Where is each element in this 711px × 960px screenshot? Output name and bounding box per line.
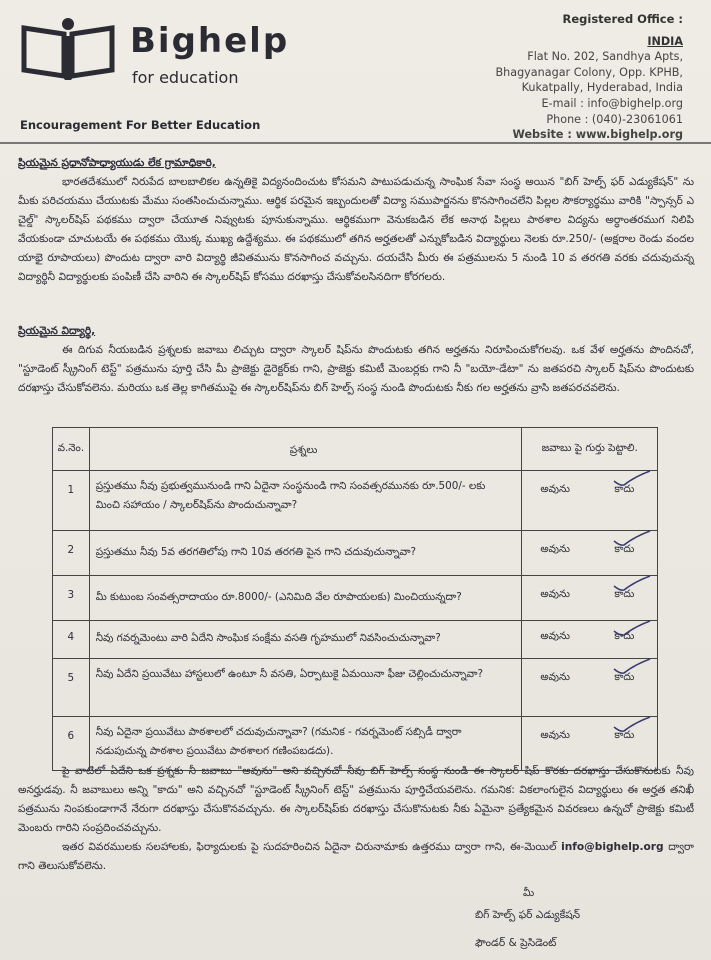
- checkmark-icon: [612, 619, 652, 637]
- address-line: Kukatpally, Hyderabad, India: [521, 81, 683, 95]
- row-serial: 5: [67, 672, 75, 684]
- closing-line: మీ: [523, 887, 535, 899]
- row-serial: 6: [67, 730, 75, 742]
- salutation-headmaster: ప్రియమైన ప్రధానోపాధ్యాయుడు లేక గ్రామాధికారి,: [18, 157, 216, 169]
- office-country: INDIA: [647, 34, 683, 48]
- checkmark-icon: [612, 469, 652, 487]
- signoff-block: [475, 882, 580, 954]
- header-questions: ప్రశ్నలు: [89, 428, 522, 471]
- registered-office-block: [423, 12, 683, 143]
- table-row: [53, 659, 658, 717]
- answer-no-option[interactable]: కాదు: [614, 588, 635, 600]
- checkmark-icon: [612, 657, 652, 675]
- answer-yes-option[interactable]: అవును: [540, 630, 570, 642]
- closing-title: ఫౌండర్ & ప్రెసిడెంట్: [475, 937, 557, 949]
- checkmark-icon: [612, 574, 652, 592]
- office-phone: Phone : (040)-23061061: [546, 112, 683, 126]
- contact-text-start: ఇతర వివరములకు సలహాలకు, ఫిర్యాదులకు పై సుదహరించిన ఏదైనా చిరునామాకు ఉత్తరము ద్వారా గాని, ఈ-మెయిల్: [62, 841, 562, 853]
- row-question: నీవు గవర్నమెంటు వారి ఏదేని సాంఘిక సంక్షేమ వసతి గృహములో నివసించుచున్నావా?: [89, 621, 522, 659]
- table-row: [53, 531, 658, 576]
- brand-subtitle: for education: [132, 68, 239, 87]
- answer-no-option[interactable]: కాదు: [614, 630, 635, 642]
- closing-organization: బిగ్ హెల్ప్ ఫర్ ఎడ్యుకేషన్: [475, 909, 581, 921]
- row-question: మీ కుటుంబ సంవత్సరాదాయం రూ.8000/- (ఎనిమిది వేల రూపాయలకు) మించియున్నదా?: [89, 576, 522, 621]
- answer-no-option[interactable]: కాదు: [614, 543, 635, 555]
- office-website: Website : www.bighelp.org: [512, 128, 683, 142]
- answer-yes-option[interactable]: అవును: [540, 729, 570, 741]
- table-row: [53, 621, 658, 659]
- office-email: E-mail : info@bighelp.org: [541, 96, 683, 110]
- brand-name: Bighelp: [130, 21, 290, 61]
- header-answer: జవాబు పై గుర్తు పెట్టాలి.: [522, 428, 658, 471]
- answer-no-option[interactable]: కాదు: [614, 729, 635, 741]
- paragraph-contact: [18, 838, 694, 876]
- answer-no-option[interactable]: కాదు: [614, 671, 635, 683]
- checkmark-icon: [612, 715, 652, 733]
- row-question: నీవు ఏదైనా ప్రయివేటు పాఠశాలలో చదువుచున్నావా? (గమనిక - గవర్నమెంట్ సబ్సిడీ ద్వారా నడుపుచున్న పాఠశాల ప్రయివేటు పాఠశాలగ గణింపబడదు).: [89, 717, 522, 771]
- row-serial: 4: [67, 631, 75, 643]
- paragraph-instructions: ఈ దిగువ నీయబడిన ప్రశ్నలకు జవాబు లిచ్చుట ద్వారా స్కాలర్ షిప్‌ను పొందుటకు తగిన అర్హతను నిరూపించుకోగలవు. ఒక వేళ అర్హతను పొందినచో, "స్టూడెంట్ స్క్రీనింగ్ టెస్ట్" పత్రమును పూర్తి చేసి మీ ప్రాజెక్టు డైరెక్టర్‌కు గాని, ప్రాజెక్టు కమిటీ మెంబర్లకు గాని నీ "బయో-డేటా" ను జతపరచి స్కాలర్ షిప్‌ను పొందుటకు దరఖాస్తు చేసుకోవలెను. మరియు ఒక తెల్ల కాగితముపై ఈ స్కాలర్‌షిప్‌ను బిగ్ హెల్ప్ సంస్థ నుండి పొందుటకు నీకు గల అర్హతను వ్రాసి జతపరచవలెను.: [18, 344, 694, 394]
- row-question: నీవు ఏదేని ప్రయివేటు హాస్టలులో ఉంటూ నీ వసతి, ఏర్పాటుకై ఏమయినా ఫీజు చెల్లించుచున్నావా?: [89, 659, 522, 717]
- contact-email-link[interactable]: info@bighelp.org: [561, 841, 664, 853]
- checkmark-icon: [612, 529, 652, 547]
- row-serial: 1: [67, 484, 75, 496]
- paragraph-intro: భారతదేశములో నిరుపేద బాలబాలికల ఉన్నతికై విద్యనందించుట కోసమని పాటుపడుచున్న సాంఘిక సేవా సంస్థ అయిన "బిగ్ హెల్ప్ ఫర్ ఎడ్యుకేషన్" ను మీకు పరిచయము చేయుటకు మేము సంతసించుచున్నాము. ఆర్థిక పరమైన ఇబ్బందులతో విద్యా సముపార్జనను కొనసాగించలేని పిల్లల సౌకర్యార్థము వారికి "స్పాన్సర్ ఎ చైల్డ్" స్కాలర్‌షిప్ పథకము ద్వారా చేయూత నివ్వుటకు పూనుకున్నాము. ఆర్థికముగా వెనుకబడిన లేక అనాథ పిల్లలు పాఠశాల విద్యను అర్ధాంతరముగ నిలిపి వేయకుండా చూచుటయే ఈ పథకము యొక్క ముఖ్య ఉద్దేశ్యము. ఈ పథకములో తగిన అర్హతలతో ఎన్నుకోబడిన విద్యార్థులు నెలకు రూ.250/- (అక్షరాల రెండు వందల యాభై రూపాయలు) పొందుట ద్వారా వారి విద్యార్థి జీవితమును కొనసాగించ వచ్చును. దయచేసి మీరు ఈ పత్రములను 5 నుండి 10 వ తరగతి వరకు చదువుచున్న విద్యార్థినీ విద్యార్థులకు పంపిణీ చేసి వారిని ఈ స్కాలర్‌షిప్ కోసము దరఖాస్తు చేసుకోవలసినదిగా కోరగలరు.: [18, 176, 694, 283]
- address-line: Bhagyanagar Colony, Opp. KPHB,: [495, 65, 683, 79]
- answer-yes-option[interactable]: అవును: [540, 543, 570, 555]
- row-question: ప్రస్తుతము నీవు 5వ తరగతిలోపు గాని 10వ తరగతి పైన గాని చదువుచున్నావా?: [89, 531, 522, 576]
- contact-text-end: ద్వారా గాని తెలుసుకోవలెను.: [18, 841, 694, 872]
- table-header-row: [53, 428, 658, 471]
- table-row: [53, 576, 658, 621]
- answer-no-option[interactable]: కాదు: [614, 483, 635, 495]
- address-line: Flat No. 202, Sandhya Apts,: [527, 50, 683, 64]
- paragraph-eligibility-note: పై వాటిలో ఏదేని ఒక ప్రశ్నకు నీ జవాబు "అవును" అని వచ్చినచో నీవు బిగ్ హెల్ప్ సంస్థ నుండి ఈ స్కాలర్ షిప్ కొరకు దరఖాస్తు చేసుకొనుటకు నీవు అనర్హుడవు. నీ జవాబులు అన్ని "కాదు" అని వచ్చినచో "స్టూడెంట్ స్క్రీనింగ్ టెస్ట్" పత్రమును పూర్తిచేయవలెను. గమనిక: వికలాంగులైన విద్యార్థులు ఈ అర్హత తనిఖీ పత్రమును నింపకుండాగానే నేరుగా దరఖాస్తు చేసుకొనవచ్చును. ఈ స్కాలర్‌షిప్‌కు దరఖాస్తు చేసుకొనుటకు నీకు ఏమైనా ప్రత్యేకమైన వివరణలు ఉన్నచో ప్రాజెక్టు కమిటీ మెంబరు గారిని సంప్రదించవచ్చును.: [18, 765, 694, 834]
- row-question: ప్రస్తుతము నీవు ప్రభుత్వమునుండి గాని ఏదైనా సంస్థనుండి గాని సంవత్సరమునకు రూ.500/- లకు మించి సహాయం / స్కాలర్‌షిప్‌ను పొందుచున్నావా?: [89, 471, 522, 531]
- answer-yes-option[interactable]: అవును: [540, 671, 570, 683]
- header-divider: [0, 142, 711, 144]
- answer-yes-option[interactable]: అవును: [540, 483, 570, 495]
- answer-yes-option[interactable]: అవును: [540, 588, 570, 600]
- salutation-student: ప్రియమైన విద్యార్థి,: [18, 325, 96, 337]
- open-book-logo-icon: [18, 18, 118, 80]
- letter-section-headmaster: [18, 154, 694, 287]
- row-serial: 2: [67, 544, 75, 556]
- office-title: Registered Office :: [562, 12, 683, 26]
- header-serial: వ.నెం.: [53, 428, 90, 471]
- tagline: Encouragement For Better Education: [20, 118, 261, 132]
- row-serial: 3: [67, 589, 75, 601]
- letter-section-student: [18, 322, 694, 398]
- eligibility-question-table: [52, 427, 658, 771]
- table-row: [53, 471, 658, 531]
